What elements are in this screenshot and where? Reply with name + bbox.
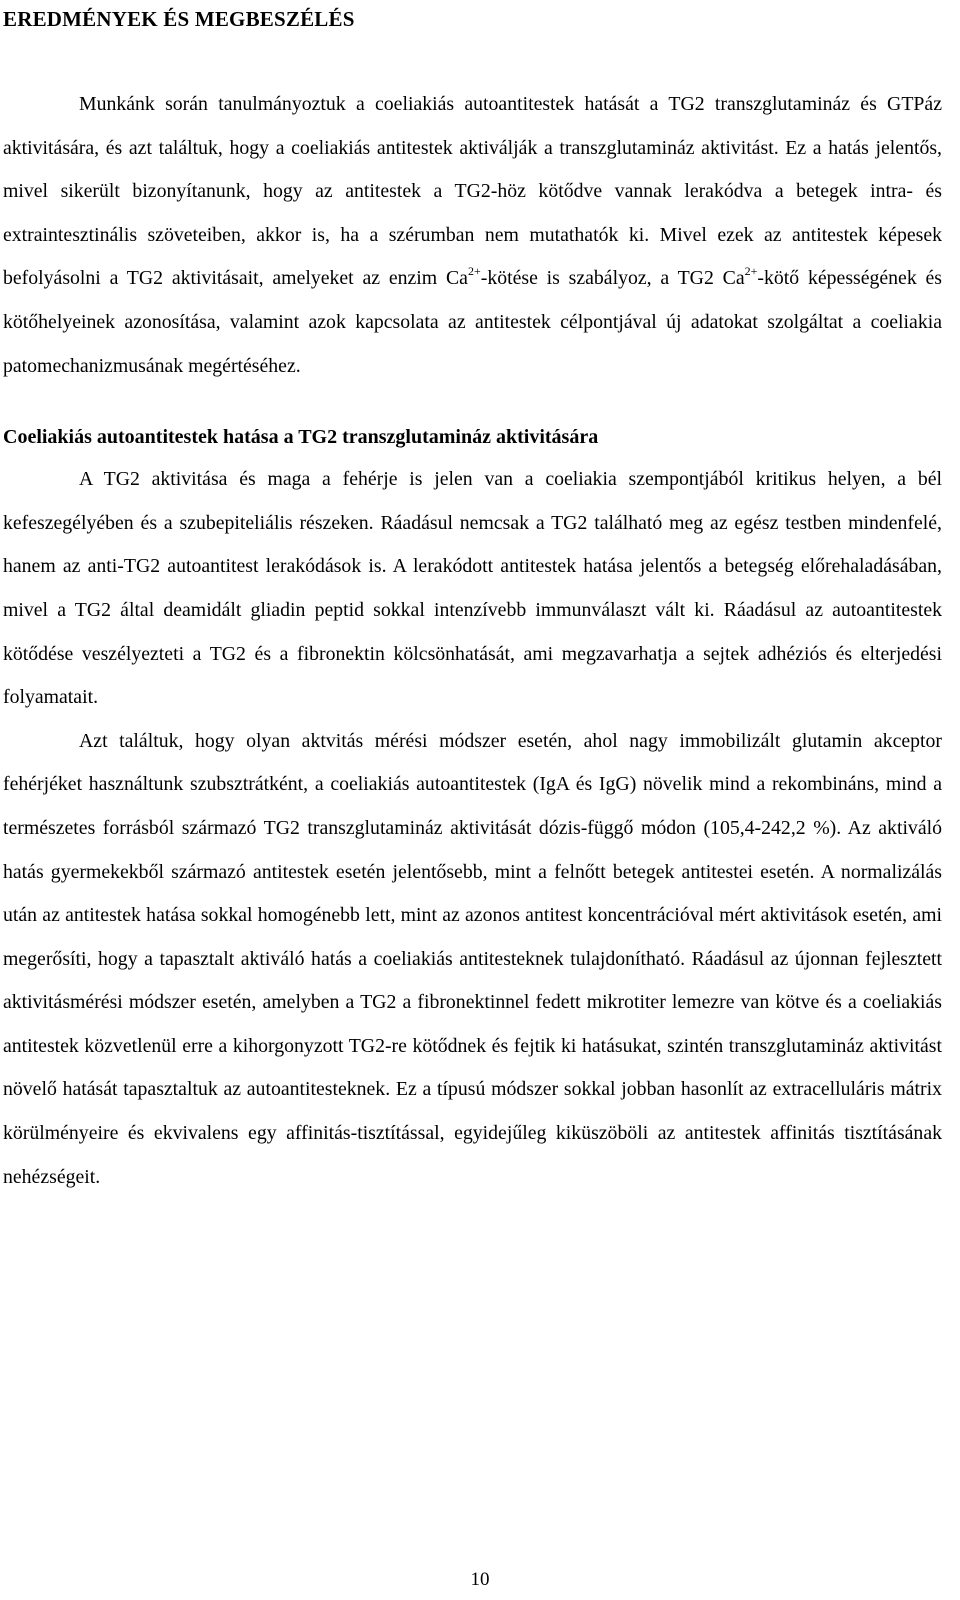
superscript-charge-2: 2+ xyxy=(744,264,758,279)
intro-text-part1: Munkánk során tanulmányoztuk a coeliakiás autoantitestek hatását a TG2 transzglutamináz és GTPáz aktivitására, és azt találtuk, hogy a coeliakiás antitestek aktiválják a transzglutamináz aktivitást. Ez a hatás jelentős, mivel sikerült bizonyítanunk, hogy az antitestek a TG2-höz kötődve vannak lerakódva a betegek intra- és extraintesztinális szöveteiben, akkor is, ha a szérumban nem mutathatók ki. Mivel ezek az antitestek képesek befolyásolni a TG2 aktivitásait, amelyeket az enzim Ca xyxy=(3,93,942,290)
section-paragraph-1: A TG2 aktivitása és maga a fehérje is jelen van a coeliakia szempontjából kritikus helyen, a bél kefeszegélyében és a szubepiteliális részeken. Ráadásul nemcsak a TG2 található meg az egész testben mindenfelé, hanem az anti-TG2 autoantitest lerakódások is. A lerakódott antitestek hatása jelentős a betegség előrehaladásában, mivel a TG2 által deamidált gliadin peptid sokkal intenzívebb immunválaszt vált ki. Ráadásul az autoantitestek kötődése veszélyezteti a TG2 és a fibronektin kölcsönhatását, ami megzavarhatja a sejtek adhéziós és elterjedési folyamatait. xyxy=(3,468,942,709)
section-heading: Coeliakiás autoantitestek hatása a TG2 transzglutamináz aktivitására xyxy=(3,426,599,449)
page-number: 10 xyxy=(470,1569,490,1590)
section-paragraph-2: Azt találtuk, hogy olyan aktvitás mérési módszer esetén, ahol nagy immobilizált glutamin akceptor fehérjéket használtunk szubsztrátként, a coeliakiás autoantitestek (IgA és IgG) növelik mind a rekombináns, mind a természetes forrásból származó TG2 transzglutamináz aktivitását dózis-függő módon (105,4-242,2 %). Az aktiváló hatás gyermekekből származó antitestek esetén jelentősebb, mint a felnőtt betegek antitestei esetén. A normalizálás után az antitestek hatása sokkal homogénebb lett, mint az azonos antitest koncentrációval mért aktivitások esetén, ami megerősíti, hogy a tapasztalt aktiváló hatás a coeliakiás antitesteknek tulajdonítható. Ráadásul az újonnan fejlesztett aktivitásmérési módszer esetén, amelyben a TG2 a fibronektinnel fedett mikrotiter lemezre van kötve és a coeliakiás antitestek közvetlenül erre a kihorgonyzott TG2-re kötődnek és fejtik ki hatásukat, szintén transzglutamináz aktivitást növelő hatását tapasztaltuk az autoantitesteknek. Ez a típusú módszer sokkal jobban hasonlít az extracelluláris mátrix körülményeire és ekvivalens egy affinitás-tisztítással, egyidejűleg kiküszöböli az antitestek affinitás tisztításának nehézségeit. xyxy=(3,729,942,1188)
superscript-charge-1: 2+ xyxy=(467,264,481,279)
intro-text-part2: -kötése is szabályoz, a TG2 Ca xyxy=(480,267,745,290)
page-heading: EREDMÉNYEK ÉS MEGBESZÉLÉS xyxy=(3,7,355,31)
intro-text-part3: -kötő képességének és kötőhelyeinek azonosítása, valamint azok kapcsolata az antitestek célpontjával új adatokat szolgáltat a coeliakia patomechanizmusának megértéséhez. xyxy=(3,267,942,377)
intro-paragraph xyxy=(3,83,942,388)
